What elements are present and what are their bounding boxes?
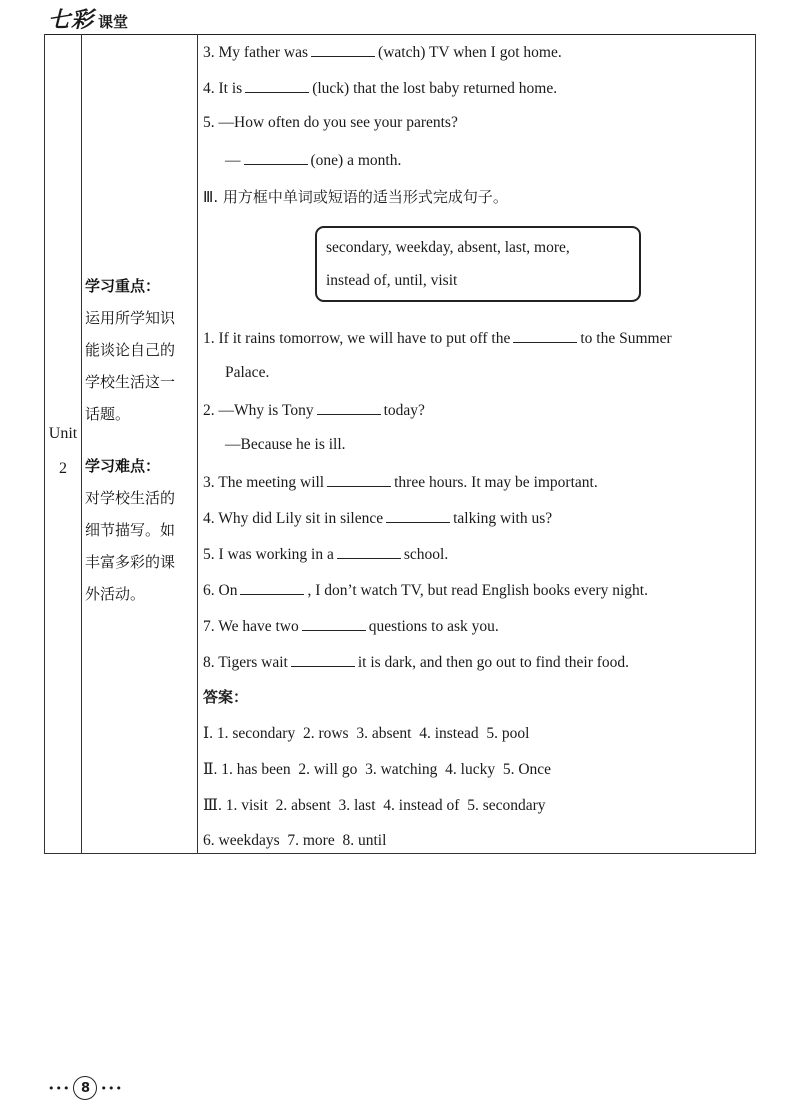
answer-line: Ⅲ. 1. visit 2. absent 3. last 4. instead of 5. secondary (203, 797, 546, 814)
exercise-item: 5. —How often do you see your parents? (203, 114, 458, 131)
answer-line: Ⅱ. 1. has been 2. will go 3. watching 4. lucky 5. Once (203, 761, 552, 778)
key-points-line: 能谈论自己的 (85, 341, 176, 359)
word-box-line: secondary, weekday, absent, last, more, (326, 239, 570, 256)
page-number (48, 1076, 123, 1100)
answer-blank (311, 42, 375, 57)
difficulties-line: 外活动。 (85, 585, 146, 603)
difficulties-line: 对学校生活的 (85, 489, 176, 507)
column-divider-1 (81, 34, 82, 853)
answer-blank (244, 150, 308, 165)
exercise-content (203, 34, 751, 853)
column-divider-2 (197, 34, 198, 853)
key-points-heading: 学习重点： (85, 277, 161, 295)
answer-blank (291, 652, 355, 667)
exercise-item: 1. If it rains tomorrow, we will have to put off the to the Summer (203, 330, 672, 347)
exercise-item: 3. My father was (watch) TV when I got home. (203, 44, 562, 61)
exercise-item: — (one) a month. (225, 152, 402, 169)
learning-focus-cell (85, 270, 197, 610)
answer-line: Ⅰ. 1. secondary 2. rows 3. absent 4. instead 5. pool (203, 725, 530, 742)
unit-word: Unit (48, 425, 78, 442)
exercise-item: 4. It is (luck) that the lost baby returned home. (203, 80, 558, 97)
difficulties-heading: 学习难点： (85, 457, 161, 475)
key-points-line: 运用所学知识 (85, 309, 176, 327)
answer-blank (513, 328, 577, 343)
exercise-item-cont: Palace. (225, 364, 270, 381)
brand-logo: 七彩 (48, 7, 95, 33)
answer-blank (245, 78, 309, 93)
key-points-line: 话题。 (85, 405, 131, 423)
exercise-item: 4. Why did Lily sit in silence talking with us? (203, 510, 553, 527)
difficulties-line: 丰富多彩的课 (85, 553, 176, 571)
answer-blank (386, 508, 450, 523)
exercise-item: 6. On , I don’t watch TV, but read English books every night. (203, 582, 648, 599)
exercise-item: 5. I was working in a school. (203, 546, 449, 563)
word-box-line: instead of, until, visit (326, 272, 458, 289)
exercise-item: 3. The meeting will three hours. It may be important. (203, 474, 598, 491)
unit-number: 2 (59, 460, 67, 477)
unit-cell (45, 416, 81, 486)
section-title: Ⅲ. 用方框中单词或短语的适当形式完成句子。 (203, 188, 508, 206)
answer-blank (337, 544, 401, 559)
brand-header (48, 4, 128, 34)
key-points-line: 学校生活这一 (85, 373, 176, 391)
page-number-circle: 8 (73, 1076, 97, 1100)
answer-blank (302, 616, 366, 631)
answers-title: 答案： (203, 688, 249, 706)
answer-blank (240, 580, 304, 595)
difficulties-line: 细节描写。如 (85, 521, 176, 539)
exercise-item: 8. Tigers wait it is dark, and then go out to find their food. (203, 654, 630, 671)
answer-blank (317, 400, 381, 415)
word-box (315, 226, 641, 302)
answer-blank (327, 472, 391, 487)
answer-line: 6. weekdays 7. more 8. until (203, 832, 387, 849)
exercise-item: 7. We have two questions to ask you. (203, 618, 499, 635)
exercise-item-cont: —Because he is ill. (225, 436, 346, 453)
brand-subtitle: 课堂 (98, 13, 129, 31)
lesson-table (44, 34, 756, 854)
exercise-item: 2. —Why is Tony today? (203, 402, 425, 419)
dots-decoration: ••• (100, 1081, 123, 1095)
dots-decoration: ••• (48, 1081, 71, 1095)
